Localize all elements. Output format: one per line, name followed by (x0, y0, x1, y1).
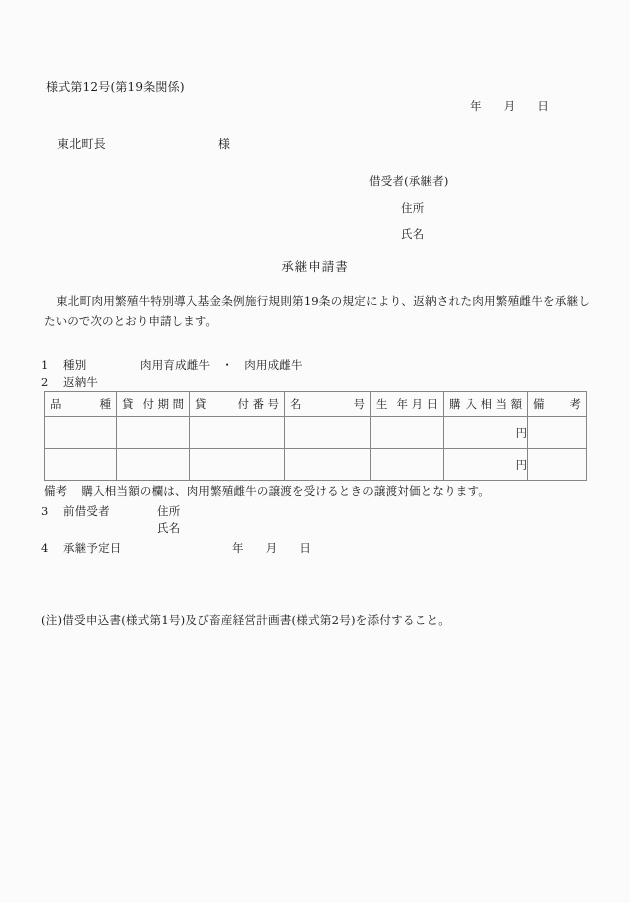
cell-biko[interactable] (528, 417, 587, 449)
table-row (45, 449, 587, 481)
table-row (45, 417, 587, 449)
item-3-number: 3 (41, 504, 49, 518)
remark-label: 備考 (44, 484, 68, 498)
column-header-meigo (285, 392, 371, 417)
cell-kashitsuke-kikan[interactable] (117, 449, 190, 481)
returned-cattle-table (44, 391, 586, 481)
cell-meigo[interactable] (285, 449, 371, 481)
header-text-left: 貸 (195, 397, 207, 411)
cell-biko[interactable] (528, 449, 587, 481)
applicant-name-label: 氏名 (401, 227, 425, 241)
header-text-left: 名 (290, 397, 302, 411)
date-month-label: 月 (503, 99, 516, 113)
body-paragraph: 東北町肉用繁殖牛特別導入基金条例施行規則第19条の規定により、返納された肉用繁殖雌牛を承継したいので次のとおり申請します。 (44, 294, 590, 328)
cell-kashitsuke-kikan[interactable] (117, 417, 190, 449)
item-4-number: 4 (41, 541, 49, 555)
date-day-label: 日 (537, 99, 550, 113)
column-header-kashitsuke-kikan (117, 392, 190, 417)
applicant-role-label: 借受者(承継者) (369, 174, 449, 188)
table-remark (44, 484, 490, 500)
column-header-kounyu-sotogaku (444, 392, 528, 417)
item-4-label: 承継予定日 (63, 541, 122, 555)
cell-meigo[interactable] (285, 417, 371, 449)
cell-kounyu-sotogaku[interactable]: 円 (444, 449, 528, 481)
header-text-right: 入 相 当 額 (465, 397, 522, 411)
header-text-left: 備 (533, 397, 545, 411)
cell-seinengappi[interactable] (371, 449, 444, 481)
header-text-left: 品 (50, 397, 62, 411)
item-3-name-label: 氏名 (157, 521, 181, 535)
header-text-right: 付 期 間 (142, 397, 184, 411)
item-1-option-1[interactable]: 肉用育成雌牛 (140, 358, 211, 372)
cell-hinshu[interactable] (45, 417, 117, 449)
item-4-day-label: 日 (299, 541, 312, 555)
remark-text: 購入相当額の欄は、肉用繁殖雌牛の譲渡を受けるときの譲渡対価となります。 (81, 484, 490, 498)
header-text-right: 付 番 号 (237, 397, 279, 411)
addressee-honorific: 様 (218, 137, 231, 151)
header-text-left: 購 (449, 397, 461, 411)
page-title: 承継申請書 (281, 259, 349, 274)
header-text-right: 年 月 日 (396, 397, 438, 411)
header-text-left: 生 (376, 397, 388, 411)
table-header-row (45, 392, 587, 417)
column-header-hinshu (45, 392, 117, 417)
cell-seinengappi[interactable] (371, 417, 444, 449)
column-header-biko (528, 392, 587, 417)
item-4-year-label: 年 (232, 541, 244, 555)
header-text-right: 考 (569, 397, 581, 411)
form-number: 様式第12号(第19条関係) (46, 80, 185, 94)
column-header-kashitsuke-bango (190, 392, 285, 417)
item-3-label: 前借受者 (63, 504, 110, 518)
item-3-address-label: 住所 (157, 504, 181, 518)
footnote: (注)借受申込書(様式第1号)及び畜産経営計画書(様式第2号)を添付すること。 (41, 613, 451, 627)
cell-hinshu[interactable] (45, 449, 117, 481)
cell-kashitsuke-bango[interactable] (190, 449, 285, 481)
cell-kashitsuke-bango[interactable] (190, 417, 285, 449)
item-4-month-label: 月 (265, 541, 278, 555)
cell-kounyu-sotogaku[interactable]: 円 (444, 417, 528, 449)
item-4-date-line (232, 541, 311, 557)
column-header-seinengappi (371, 392, 444, 417)
date-line-top (470, 99, 549, 115)
item-2-label: 返納牛 (63, 375, 99, 389)
header-text-right: 号 (353, 397, 365, 411)
date-year-label: 年 (470, 99, 482, 113)
header-text-right: 種 (99, 397, 111, 411)
item-1-separator: ・ (221, 358, 234, 372)
addressee-name: 東北町長 (57, 137, 106, 151)
item-2-number: 2 (41, 375, 49, 389)
item-1-options (140, 358, 303, 374)
item-1-option-2[interactable]: 肉用成雌牛 (244, 358, 303, 372)
item-1-label: 種別 (63, 358, 87, 372)
header-text-left: 貸 (122, 397, 134, 411)
applicant-address-label: 住所 (401, 201, 425, 215)
item-1-number: 1 (41, 358, 49, 372)
